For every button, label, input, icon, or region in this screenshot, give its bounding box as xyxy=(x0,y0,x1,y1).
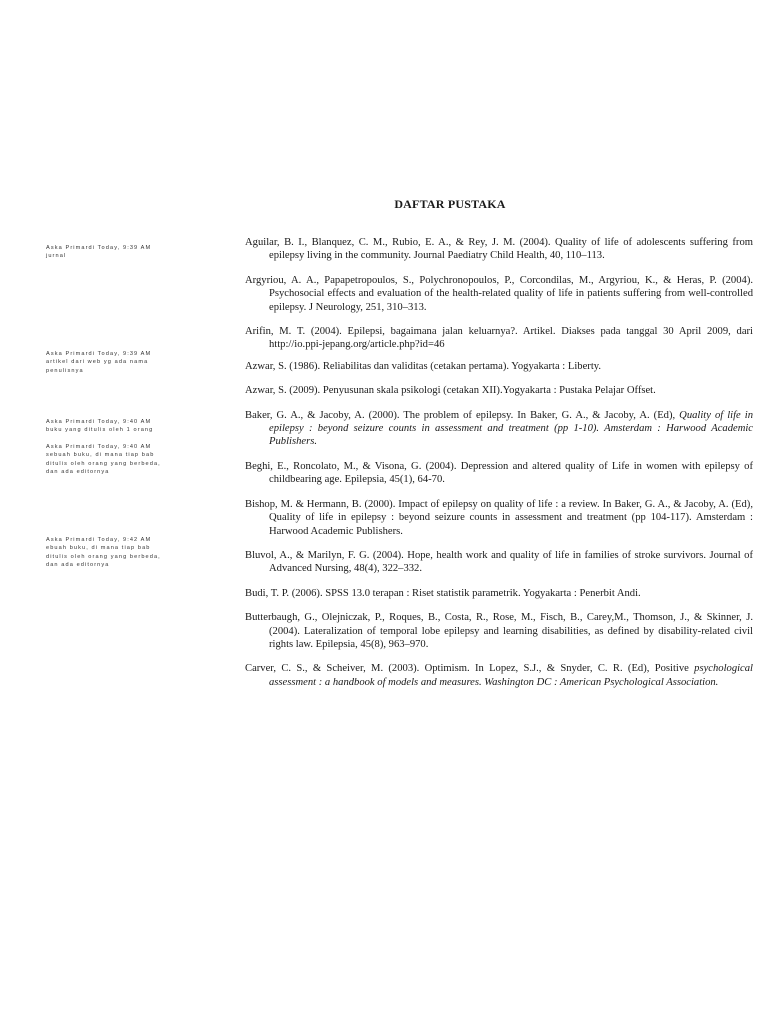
reference-text: Aguilar, B. I., Blanquez, C. M., Rubio, E. A., & Rey, J. M. (2004). Quality of life of adolescents suffering from epilepsy living in the community. Journal Paediatry Child Health, 40, 110–113. xyxy=(245,237,753,262)
comment-line: Aska Primardi Today, 9:40 AM xyxy=(46,444,152,450)
comment-line: artikel dari web yg ada nama xyxy=(46,359,149,366)
reference-text: Azwar, S. (2009). Penyusunan skala psikologi (cetakan XII).Yogyakarta : Pustaka Pelajar Offset. xyxy=(245,385,656,397)
reference-text: Carver, C. S., & Scheiver, M. (2003). Optimism. In Lopez, S.J., & Snyder, C. R. (Ed), Positive xyxy=(245,663,695,675)
comment-note[interactable] xyxy=(46,418,186,435)
reference-text: Bluvol, A., & Marilyn, F. G. (2004). Hope, health work and quality of life in families of stroke survivors. Journal of Advanced Nursing, 48(4), 322–332. xyxy=(245,549,753,575)
reference-entry xyxy=(245,549,753,576)
comment-line: ditulis oleh orang yang berbeda, xyxy=(46,553,161,560)
reference-entry xyxy=(245,611,753,651)
comment-note[interactable] xyxy=(46,443,186,476)
comment-line: buku yang ditulis oleh 1 orang xyxy=(46,427,154,434)
comment-line: Aska Primardi Today, 9:42 AM xyxy=(46,537,152,543)
reference-list xyxy=(245,236,753,700)
reference-entry xyxy=(245,409,753,449)
reference-text: Argyriou, A. A., Papapetropoulos, S., Polychronopoulos, P., Corcondilas, M., Argyriou, K., & Heras, P. (2004). Psychosocial effects and evaluation of the health-related quality of life in patients suffering from well-controlled epilepsy. J Neurology, 251, 310–313. xyxy=(245,274,753,313)
comment-line: Aska Primardi Today, 9:39 AM xyxy=(46,245,152,251)
reference-text: Budi, T. P. (2006). SPSS 13.0 terapan : Riset statistik parametrik. Yogyakarta : Penerbit Andi. xyxy=(245,587,641,599)
reference-text: Azwar, S. (1986). Reliabilitas dan validitas (cetakan pertama). Yogyakarta : Liberty. xyxy=(245,360,602,372)
comment-line: ebuah buku, di mana tiap bab xyxy=(46,545,151,552)
reference-entry xyxy=(245,274,753,314)
reference-entry xyxy=(245,662,753,689)
comment-line: Aska Primardi Today, 9:39 AM xyxy=(46,351,152,357)
reference-italic-text: Quality of life in epilepsy : beyond seizure counts in assessment and treatment (pp 1-10). Amsterdam : Harwood Academic Publishers. xyxy=(269,409,754,448)
comment-line: jurnal xyxy=(46,253,67,260)
page-title: DAFTAR PUSTAKA xyxy=(394,197,506,211)
reference-entry xyxy=(245,360,753,373)
comment-note[interactable] xyxy=(46,350,186,375)
comment-line: Aska Primardi Today, 9:40 AM xyxy=(46,419,152,425)
reference-text: Butterbaugh, G., Olejniczak, P., Roques, B., Costa, R., Rose, M., Fisch, B., Carey,M., Thomson, J., & Skinner, J. (2004). Lateralization of temporal lobe epilepsy and learning disabilities, as defined by disability-related civil rights law. Epilepsia, 45(8), 963–970. xyxy=(245,612,753,650)
reference-text: Beghi, E., Roncolato, M., & Visona, G. (2004). Depression and altered quality of Life in women with epilepsy of childbearing age. Epilepsia, 45(1), 64-70. xyxy=(245,460,753,486)
reference-entry xyxy=(245,236,753,263)
comment-line: dan ada editornya xyxy=(46,468,110,475)
comment-line: sebuah buku, di mana tiap bab xyxy=(46,452,155,459)
reference-text: Arifin, M. T. (2004). Epilepsi, bagaimana jalan keluarnya?. Artikel. Diakses pada tanggal 30 April 2009, dari http://io.ppi-jepang.org/article.php?id=46 xyxy=(245,326,753,351)
comment-line: ditulis oleh orang yang berbeda, xyxy=(46,460,161,467)
reference-text: Bishop, M. & Hermann, B. (2000). Impact of epilepsy on quality of life : a review. In Baker, G. A., & Jacoby, A. (Ed), Quality of life in epilepsy : beyond seizure counts in assessment and treatment (pp 104-117). Amsterdam : Harwood Academic Publishers. xyxy=(245,498,753,537)
comment-note[interactable] xyxy=(46,244,186,261)
reference-text: Baker, G. A., & Jacoby, A. (2000). The problem of epilepsy. In Baker, G. A., & Jacoby, A. (Ed), xyxy=(245,409,680,421)
reference-italic-text: psychological assessment : a handbook of models and measures. Washington DC : American Psychological Association. xyxy=(269,663,753,688)
comment-line: dan ada editornya xyxy=(46,561,110,568)
reference-entry xyxy=(245,587,753,600)
reference-entry xyxy=(245,325,753,352)
comment-line: penulisnya xyxy=(46,367,84,374)
comment-note[interactable] xyxy=(46,536,186,569)
reference-entry xyxy=(245,384,753,397)
reference-entry xyxy=(245,498,753,538)
reference-entry xyxy=(245,460,753,487)
